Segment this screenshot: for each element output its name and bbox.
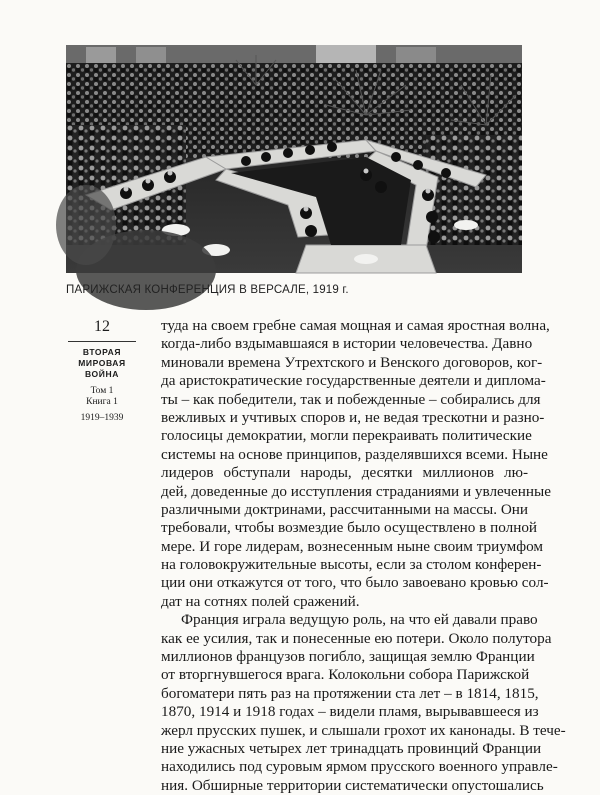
photo-caption: ПАРИЖСКАЯ КОНФЕРЕНЦИЯ В ВЕРСАЛЕ, 1919 г.: [66, 284, 349, 296]
text-line: да аристократические государственные деятели и диплома-: [161, 372, 546, 390]
series-title-line: ВОЙНА: [85, 369, 119, 379]
text-line: миллионов французов погибло, защищая землю Франции: [161, 648, 535, 666]
volume-info: [60, 386, 144, 408]
text-line: ния. Обширные территории систематически опустошались: [161, 776, 544, 794]
text-line: голосицы демократии, могли перекраивать политические: [161, 427, 532, 445]
year-range: 1919–1939: [80, 413, 124, 423]
text-line: дат на сотнях полей сражений.: [161, 592, 360, 610]
conference-photo: [66, 45, 522, 273]
text-line: различными доктринами, рассчитанными на массы. Они: [161, 500, 529, 518]
text-line: лидеров обступали народы, десятки миллионов лю-: [161, 464, 528, 482]
text-line: требовали, чтобы возмездие было осуществлено в полной: [161, 519, 538, 537]
body-text: [161, 317, 566, 795]
page-number: 12: [68, 318, 136, 342]
text-line: ние ужасных четырех лет тринадцать провинций Франции: [161, 739, 542, 757]
conference-photo-illustration: [66, 45, 522, 273]
book-line: Книга 1: [86, 397, 118, 407]
series-title-line: ВТОРАЯ: [82, 347, 122, 357]
volume-line: Том 1: [90, 386, 114, 396]
text-line: ции они откажутся от того, что было завоевано кровью сол-: [161, 574, 549, 592]
text-line: вежливых и учтивых споров и, не ведая трескотни и разно-: [161, 408, 545, 426]
text-line: когда-либо вздымавшаяся в истории человечества. Давно: [161, 335, 533, 353]
text-line: жерл прусских пушек, и слышали грохот их канонады. В тече-: [161, 721, 566, 739]
series-title-line: МИРОВАЯ: [78, 358, 126, 368]
text-line: находились под суровым ярмом прусского военного управле-: [161, 758, 558, 776]
text-line: на головокружительные высоты, если за столом конферен-: [161, 556, 542, 574]
text-line: дей, доведенные до исступления страданиями и увлеченные: [161, 482, 551, 500]
text-line: богоматери пять раз на протяжении ста лет – в 1814, 1815,: [161, 684, 539, 702]
text-line: от вторгнувшегося врага. Колокольни собора Парижской: [161, 666, 530, 684]
text-line: системы на основе принципов, разделявшихся всеми. Ныне: [161, 445, 548, 463]
text-line: мере. И горе лидерам, вознесенным ныне своим триумфом: [161, 537, 544, 555]
text-line: туда на своем гребне самая мощная и самая яростная волна,: [161, 317, 550, 334]
text-line: как ее усилия, так и понесенные ею потери. Около полутора: [161, 629, 552, 647]
text-line: миновали времена Утрехтского и Венского договоров, ког-: [161, 353, 543, 371]
text-line: 1870, 1914 и 1918 годах – видели пламя, вырывавшееся из: [161, 703, 539, 721]
series-title: [60, 347, 144, 380]
page-sidebar: [60, 318, 144, 423]
text-line: ты – как победители, так и побежденные – собирались для: [161, 390, 541, 408]
text-line: Франция играла ведущую роль, на что ей давали право: [181, 611, 538, 629]
